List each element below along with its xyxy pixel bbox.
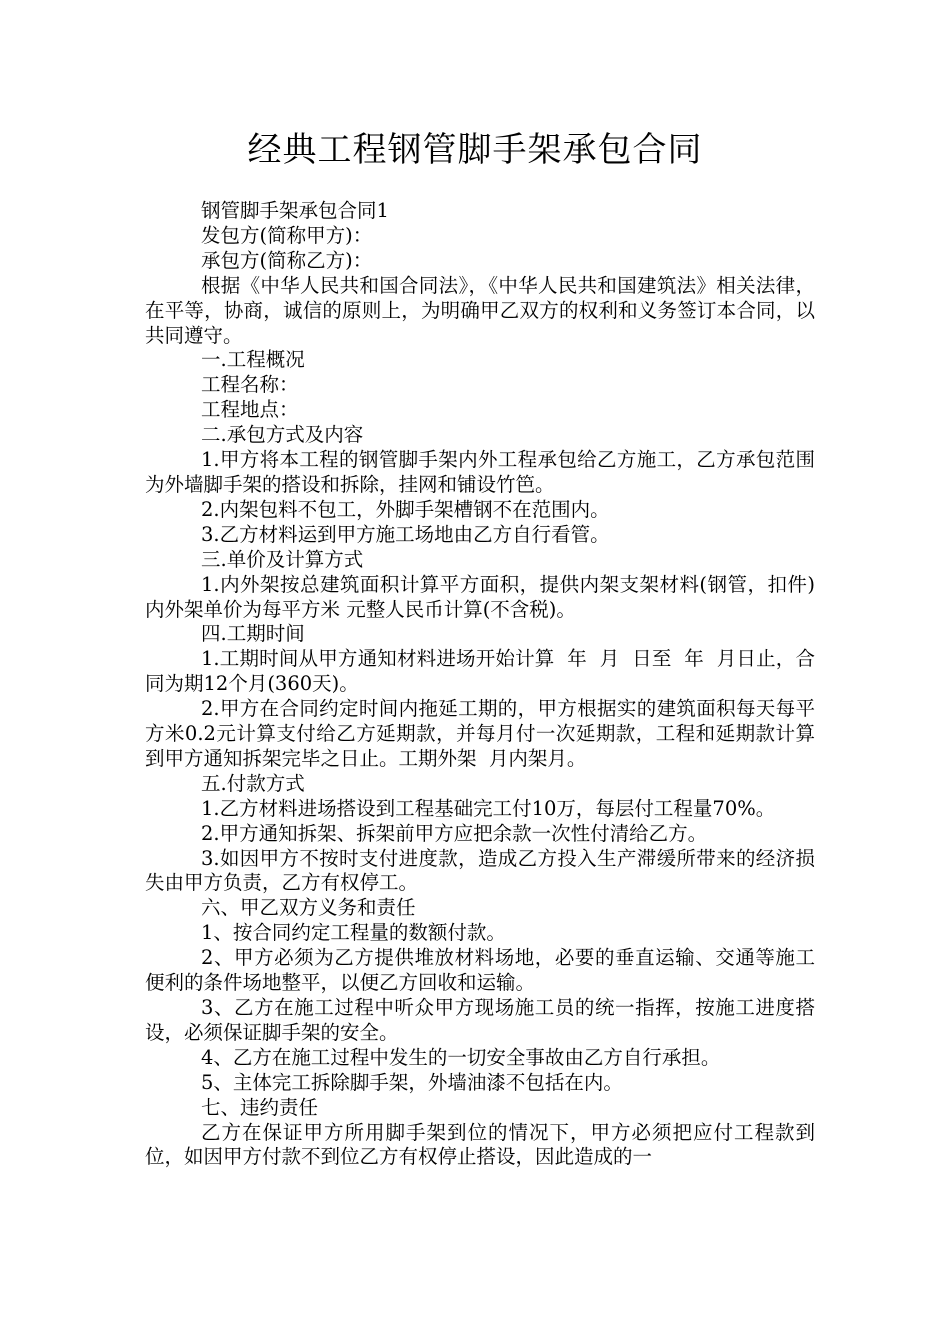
paragraph: 工程地点： bbox=[201, 398, 299, 422]
paragraph: 1.乙方材料进场搭设到工程基础完工付10万，每层付工程量70%。 bbox=[201, 796, 776, 820]
paragraph: 3、乙方在施工过程中听众甲方现场施工员的统一指挥，按施工进度搭设，必须保证脚手架的安全。 bbox=[145, 996, 815, 1044]
paragraph: 1、按合同约定工程量的数额付款。 bbox=[201, 921, 506, 945]
paragraph: 承包方(简称乙方)： bbox=[201, 248, 373, 272]
section-heading: 七、违约责任 bbox=[201, 1095, 319, 1119]
document-body bbox=[145, 199, 815, 1170]
paragraph: 3.乙方材料运到甲方施工场地由乙方自行看管。 bbox=[201, 522, 610, 546]
paragraph: 4、乙方在施工过程中发生的一切安全事故由乙方自行承担。 bbox=[201, 1045, 721, 1069]
paragraph: 2.内架包料不包工，外脚手架槽钢不在范围内。 bbox=[201, 497, 610, 521]
section-heading: 一.工程概况 bbox=[201, 348, 305, 372]
paragraph: 2.甲方在合同约定时间内拖延工期的，甲方根据实的建筑面积每天每平方米0.2元计算支付给乙方延期款，并每月付一次延期款，工程和延期款计算到甲方通知拆架完毕之日止。工期外架 月内架月。 bbox=[145, 697, 815, 770]
paragraph: 钢管脚手架承包合同1 bbox=[201, 199, 389, 222]
paragraph: 1.甲方将本工程的钢管脚手架内外工程承包给乙方施工，乙方承包范围为外墙脚手架的搭设和拆除，挂网和铺设竹笆。 bbox=[145, 448, 815, 496]
paragraph: 3.如因甲方不按时支付进度款，造成乙方投入生产滞缓所带来的经济损失由甲方负责，乙方有权停工。 bbox=[145, 846, 815, 895]
section-heading: 二.承包方式及内容 bbox=[201, 423, 364, 447]
paragraph: 5、主体完工拆除脚手架，外墙油漆不包括在内。 bbox=[201, 1070, 623, 1094]
document-title: 经典工程钢管脚手架承包合同 bbox=[247, 130, 703, 170]
paragraph: 1.内外架按总建筑面积计算平方面积，提供内架支架材料(钢管，扣件)内外架单价为每平方米 元整人民币计算(不含税)。 bbox=[145, 572, 815, 621]
paragraph: 2、甲方必须为乙方提供堆放材料场地，必要的垂直运输、交通等施工便利的条件场地整平，以便乙方回收和运输。 bbox=[145, 946, 815, 995]
paragraph: 根据《中华人民共和国合同法》，《中华人民共和国建筑法》相关法律，在平等，协商，诚信的原则上，为明确甲乙双方的权利和义务签订本合同，以共同遵守。 bbox=[145, 273, 815, 347]
paragraph: 乙方在保证甲方所用脚手架到位的情况下，甲方必须把应付工程款到位，如因甲方付款不到位乙方有权停止搭设，因此造成的一 bbox=[145, 1120, 815, 1169]
paragraph: 工程名称： bbox=[201, 373, 299, 397]
paragraph: 2.甲方通知拆架、拆架前甲方应把余款一次性付清给乙方。 bbox=[201, 821, 708, 845]
section-heading: 五.付款方式 bbox=[201, 771, 305, 795]
section-heading: 四.工期时间 bbox=[201, 622, 305, 646]
section-heading: 六、甲乙双方义务和责任 bbox=[201, 896, 416, 920]
paragraph: 1.工期时间从甲方通知材料进场开始计算 年 月 日至 年 月日止，合同为期12个月(360天)。 bbox=[145, 647, 815, 696]
paragraph: 发包方(简称甲方)： bbox=[201, 223, 373, 247]
section-heading: 三.单价及计算方式 bbox=[201, 547, 364, 571]
